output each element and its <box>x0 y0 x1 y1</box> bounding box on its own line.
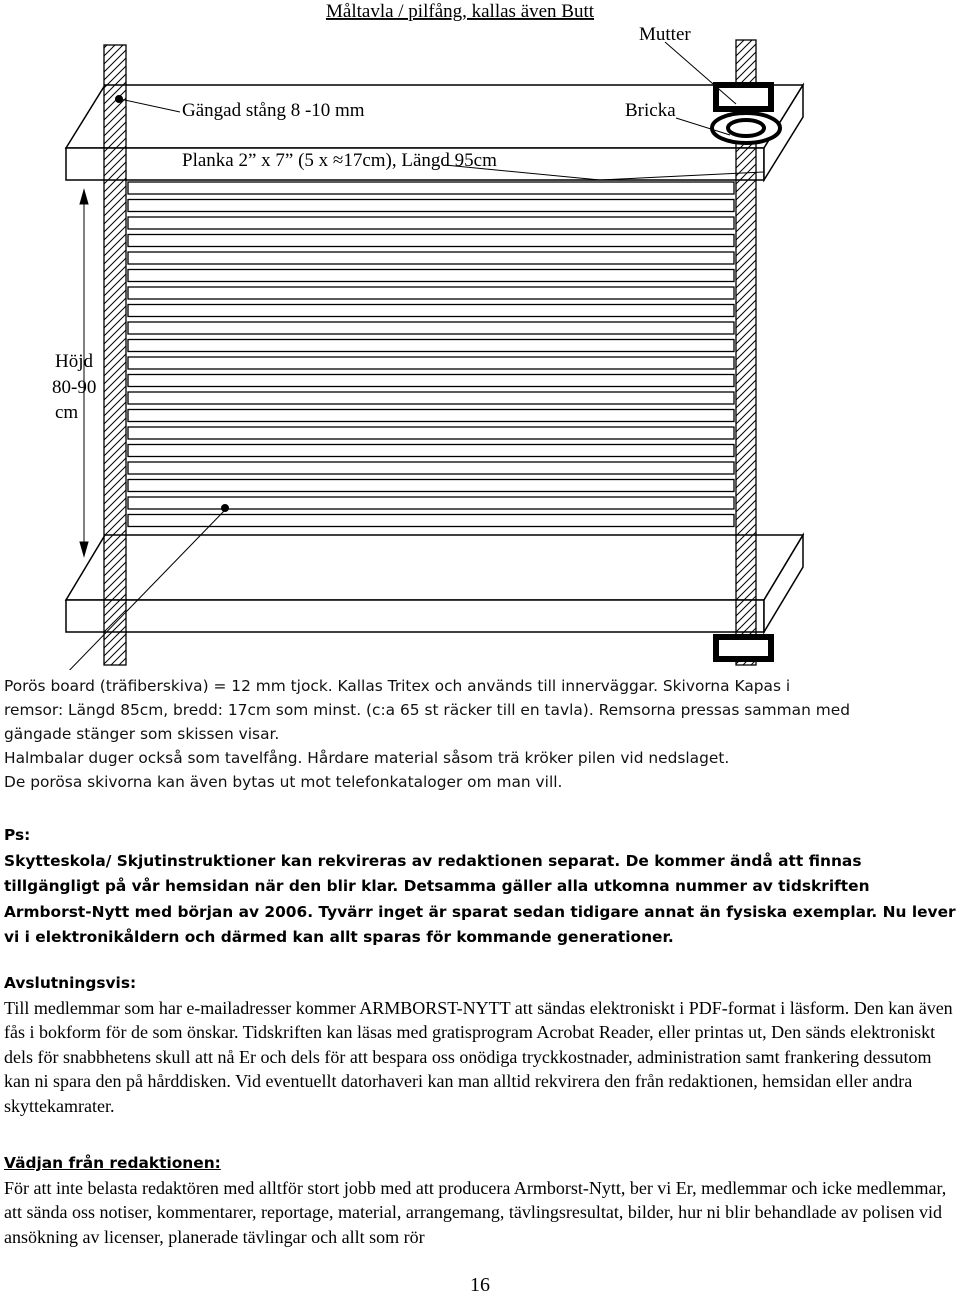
page-number: 16 <box>470 1274 490 1296</box>
board-strip <box>128 182 734 194</box>
diagram-title: Måltavla / pilfång, kallas även Butt <box>326 1 595 22</box>
board-strip <box>128 392 734 404</box>
board-strip <box>128 200 734 212</box>
top-nut <box>716 85 771 109</box>
intro-line: gängade stänger som skissen visar. <box>4 725 280 743</box>
board-strip <box>128 375 734 387</box>
intro-line: remsor: Längd 85cm, bredd: 17cm som minst. (c:a 65 st räcker till en tavla). Remsorna pressas samman med <box>4 701 850 719</box>
board-strip <box>128 410 734 422</box>
board-strip <box>128 445 734 457</box>
label-mutter: Mutter <box>639 24 691 45</box>
board-strip <box>128 252 734 264</box>
label-hojd-unit: cm <box>55 402 79 423</box>
board-strip <box>128 305 734 317</box>
label-planka: Planka 2” x 7” (5 x ≈17cm), Längd 95cm <box>182 150 497 171</box>
threaded-rod-left <box>104 45 126 665</box>
label-hojd: Höjd <box>55 351 93 372</box>
vadjan-heading: Vädjan från redaktionen: <box>4 1154 221 1172</box>
intro-line: Halmbalar duger också som tavelfång. Hårdare material såsom trä kröker pilen vid nedslaget. <box>4 749 730 767</box>
avslutningsvis-heading: Avslutningsvis: <box>4 974 137 992</box>
board-strip <box>128 480 734 492</box>
ps-heading: Ps: <box>4 826 31 844</box>
avslutningsvis-section <box>4 971 958 1119</box>
ps-text: Skytteskola/ Skjutinstruktioner kan rekvireras av redaktionen separat. De kommer ändå att finnas tillgängligt på vår hemsidan när den blir klar. Detsamma gäller alla utkomna nummer av tidskriften Armborst-Nytt med början av 2006. Tyvärr inget är sparat sedan tidigare annat än fysiska exemplar. Nu lever vi i elektronikåldern och därmed kan allt sparas för kommande generationer. <box>4 851 956 946</box>
bottom-nut <box>716 637 771 659</box>
board-strip <box>128 270 734 282</box>
intro-line: De porösa skivorna kan även bytas ut mot telefonkataloger om man vill. <box>4 773 563 791</box>
board-strip <box>128 287 734 299</box>
board-strip <box>128 340 734 352</box>
bottom-plank <box>66 535 803 632</box>
vadjan-section <box>4 1151 958 1249</box>
board-strip <box>128 322 734 334</box>
board-strip <box>128 462 734 474</box>
intro-paragraph <box>4 674 958 794</box>
ps-section <box>4 823 958 951</box>
height-arrow <box>80 190 88 556</box>
label-hojd-value: 80-90 <box>52 377 97 398</box>
intro-line: Porös board (träfiberskiva) = 12 mm tjock. Kallas Tritex och används till innerväggar. Skivorna Kapas i <box>4 677 791 695</box>
board-stack <box>128 182 734 527</box>
board-strip <box>128 497 734 509</box>
board-strip <box>128 217 734 229</box>
label-gangad-stang: Gängad stång 8 -10 mm <box>182 100 365 121</box>
washer <box>712 113 780 143</box>
label-bricka: Bricka <box>625 100 676 121</box>
board-strip <box>128 235 734 247</box>
vadjan-text: För att inte belasta redaktören med alltför stort jobb med att producera Armborst-Nytt, ber vi Er, medlemmar och icke medlemmar, att sända oss notiser, kommentarer, reportage, material, arrangemang, tävlingsresultat, bilder, hur ni blir behandlade av polisen vid ansökning av licenser, planerade tävlingar och allt som rör <box>4 1177 947 1247</box>
board-strip <box>128 427 734 439</box>
avslutningsvis-text: Till medlemmar som har e-mailadresser kommer ARMBORST-NYTT att sändas elektroniskt i PDF-format i läsform. Den kan även fås i bokform för de som önskar. Tidskriften kan läsas med gratisprogram Acrobat Reader, eller printas ut, Den sänds elektroniskt dels för snabbhetens skull att nå Er och dels för att bespara oss onödiga tryckkostnader, administration samt frankering dessutom kan ni spara den på hårddisken. Vid eventuellt datorhaveri kan man alltid rekvirera den från redaktionen, hemsidan eller andra skyttekamrater. <box>4 997 953 1116</box>
board-strip <box>128 357 734 369</box>
